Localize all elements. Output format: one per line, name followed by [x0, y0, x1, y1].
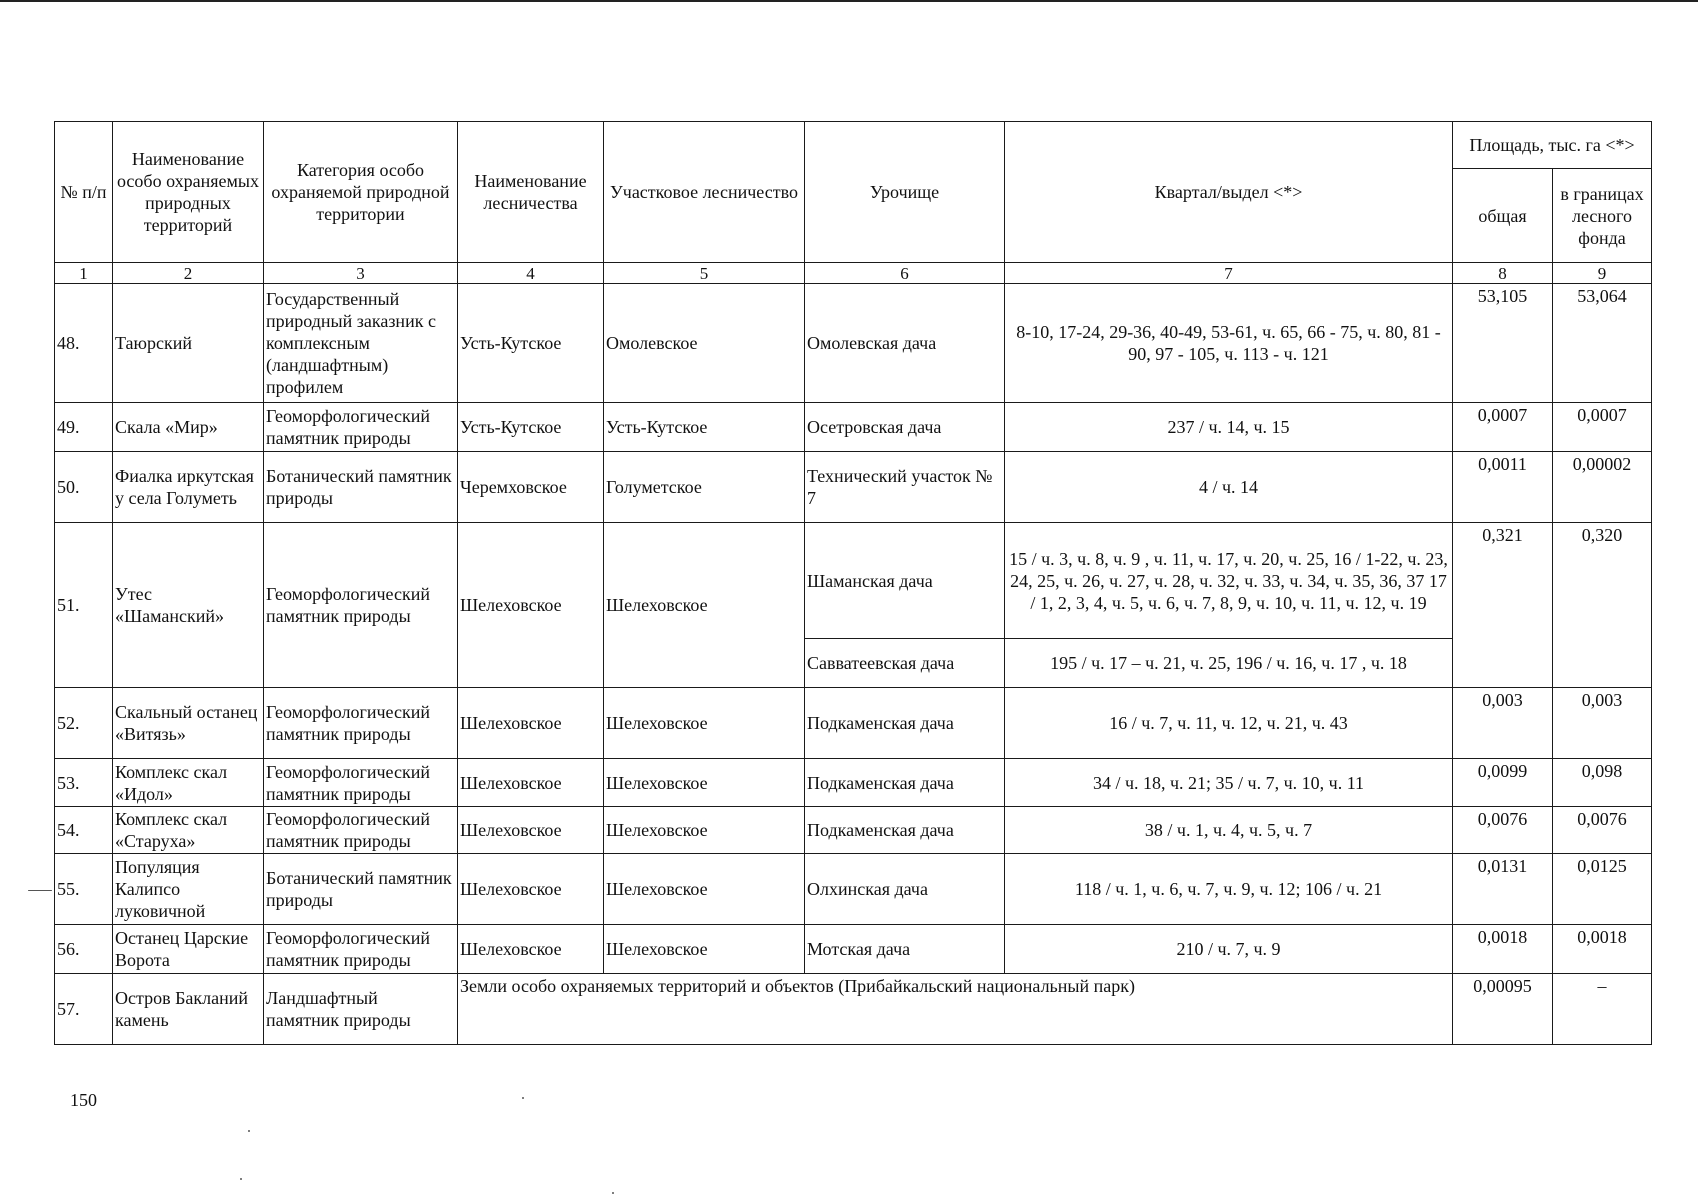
- area-total: 0,0131: [1453, 854, 1553, 925]
- territory-name: Популяция Калипсо луковичной: [113, 854, 264, 925]
- scan-speck: [240, 1178, 242, 1180]
- territory-name: Фиалка иркутская у села Голуметь: [113, 452, 264, 523]
- area-forest: 0,0007: [1553, 403, 1652, 452]
- quarter: 15 / ч. 3, ч. 8, ч. 9 , ч. 11, ч. 17, ч. 20, ч. 25, 16 / 1-22, ч. 23, 24, 25, ч. 26, ч. 27, ч. 28, ч. 32, ч. 33, ч. 34, ч. 35, 36, 37 17 / 1, 2, 3, 4, ч. 5, ч. 6, ч. 7, 8, 9, ч. 10, ч. 11, ч. 12, ч. 19: [1005, 523, 1453, 639]
- header-area: Площадь, тыс. га <*>: [1453, 122, 1652, 169]
- territory-category: Ландшафтный памятник природы: [264, 974, 458, 1045]
- merged-note: Земли особо охраняемых территорий и объектов (Прибайкальский национальный парк): [458, 974, 1453, 1045]
- protected-territories-table: [54, 121, 1652, 1045]
- quarter: 16 / ч. 7, ч. 11, ч. 12, ч. 21, ч. 43: [1005, 688, 1453, 759]
- row-number: 57.: [55, 974, 113, 1045]
- table-row: [55, 452, 1652, 523]
- district-forestry: Шелеховское: [604, 759, 805, 807]
- col-number: 5: [604, 263, 805, 284]
- table-row: [55, 284, 1652, 403]
- row-number: 55.: [55, 854, 113, 925]
- table-row: [55, 807, 1652, 854]
- page-top-border: [0, 0, 1698, 2]
- territory-category: Геоморфологический памятник природы: [264, 807, 458, 854]
- forestry: Шелеховское: [458, 523, 604, 688]
- col-number: 2: [113, 263, 264, 284]
- territory-name: Комплекс скал «Старуха»: [113, 807, 264, 854]
- area-forest: –: [1553, 974, 1652, 1045]
- forestry: Шелеховское: [458, 807, 604, 854]
- quarter: 118 / ч. 1, ч. 6, ч. 7, ч. 9, ч. 12; 106 / ч. 21: [1005, 854, 1453, 925]
- quarter: 195 / ч. 17 – ч. 21, ч. 25, 196 / ч. 16, ч. 17 , ч. 18: [1005, 639, 1453, 688]
- scan-speck: [248, 1130, 250, 1132]
- territory-name: Скала «Мир»: [113, 403, 264, 452]
- table-row: [55, 523, 1652, 639]
- row-number: 50.: [55, 452, 113, 523]
- area-forest: 53,064: [1553, 284, 1652, 403]
- area-forest: 0,0125: [1553, 854, 1652, 925]
- area-forest: 0,320: [1553, 523, 1652, 688]
- header-tract: Урочище: [805, 122, 1005, 263]
- territory-category: Геоморфологический памятник природы: [264, 523, 458, 688]
- row-number: 52.: [55, 688, 113, 759]
- quarter: 34 / ч. 18, ч. 21; 35 / ч. 7, ч. 10, ч. 11: [1005, 759, 1453, 807]
- quarter: 210 / ч. 7, ч. 9: [1005, 925, 1453, 974]
- area-total: 53,105: [1453, 284, 1553, 403]
- header-no: № п/п: [55, 122, 113, 263]
- page-number: 150: [70, 1090, 97, 1110]
- area-forest: 0,0018: [1553, 925, 1652, 974]
- tract: Олхинская дача: [805, 854, 1005, 925]
- area-total: 0,00095: [1453, 974, 1553, 1045]
- header-area-total: общая: [1453, 169, 1553, 263]
- territory-name: Комплекс скал «Идол»: [113, 759, 264, 807]
- row-number: 54.: [55, 807, 113, 854]
- area-total: 0,0007: [1453, 403, 1553, 452]
- territory-name: Таюрский: [113, 284, 264, 403]
- district-forestry: Голуметское: [604, 452, 805, 523]
- scan-speck: [28, 890, 52, 891]
- area-forest: 0,0076: [1553, 807, 1652, 854]
- header-name: Наименование особо охраняемых природных территорий: [113, 122, 264, 263]
- area-total: 0,0099: [1453, 759, 1553, 807]
- quarter: 38 / ч. 1, ч. 4, ч. 5, ч. 7: [1005, 807, 1453, 854]
- col-number: 6: [805, 263, 1005, 284]
- area-forest: 0,003: [1553, 688, 1652, 759]
- forestry: Шелеховское: [458, 854, 604, 925]
- col-number: 4: [458, 263, 604, 284]
- area-total: 0,0018: [1453, 925, 1553, 974]
- col-number: 9: [1553, 263, 1652, 284]
- district-forestry: Омолевское: [604, 284, 805, 403]
- territory-category: Геоморфологический памятник природы: [264, 688, 458, 759]
- tract: Савватеевская дача: [805, 639, 1005, 688]
- territory-category: Ботанический памятник природы: [264, 452, 458, 523]
- row-number: 49.: [55, 403, 113, 452]
- row-number: 51.: [55, 523, 113, 688]
- row-number: 53.: [55, 759, 113, 807]
- area-total: 0,0076: [1453, 807, 1553, 854]
- district-forestry: Шелеховское: [604, 688, 805, 759]
- header-forestry: Наименование лесничества: [458, 122, 604, 263]
- header-quarter: Квартал/выдел <*>: [1005, 122, 1453, 263]
- row-number: 56.: [55, 925, 113, 974]
- quarter: 4 / ч. 14: [1005, 452, 1453, 523]
- district-forestry: Шелеховское: [604, 854, 805, 925]
- area-total: 0,321: [1453, 523, 1553, 688]
- table-row: [55, 759, 1652, 807]
- territory-category: Геоморфологический памятник природы: [264, 759, 458, 807]
- header-area-forest: в границах лесного фонда: [1553, 169, 1652, 263]
- forestry: Шелеховское: [458, 925, 604, 974]
- area-forest: 0,098: [1553, 759, 1652, 807]
- tract: Мотская дача: [805, 925, 1005, 974]
- territory-name: Останец Царские Ворота: [113, 925, 264, 974]
- quarter: 8-10, 17-24, 29-36, 40-49, 53-61, ч. 65, 66 - 75, ч. 80, 81 - 90, 97 - 105, ч. 113 - ч. 121: [1005, 284, 1453, 403]
- territory-category: Геоморфологический памятник природы: [264, 403, 458, 452]
- table-row: [55, 403, 1652, 452]
- table-row: [55, 854, 1652, 925]
- territory-category: Ботанический памятник природы: [264, 854, 458, 925]
- forestry: Усть-Кутское: [458, 284, 604, 403]
- header-district-forestry: Участковое лесничество: [604, 122, 805, 263]
- table-row: [55, 974, 1652, 1045]
- tract: Подкаменская дача: [805, 759, 1005, 807]
- territory-name: Скальный останец «Витязь»: [113, 688, 264, 759]
- district-forestry: Усть-Кутское: [604, 403, 805, 452]
- col-number: 7: [1005, 263, 1453, 284]
- header-category: Категория особо охраняемой природной территории: [264, 122, 458, 263]
- tract: Шаманская дача: [805, 523, 1005, 639]
- territory-category: Государственный природный заказник с комплексным (ландшафтным) профилем: [264, 284, 458, 403]
- quarter: 237 / ч. 14, ч. 15: [1005, 403, 1453, 452]
- scan-speck: [522, 1097, 524, 1099]
- col-number: 8: [1453, 263, 1553, 284]
- row-number: 48.: [55, 284, 113, 403]
- tract: Подкаменская дача: [805, 807, 1005, 854]
- forestry: Шелеховское: [458, 759, 604, 807]
- territory-category: Геоморфологический памятник природы: [264, 925, 458, 974]
- district-forestry: Шелеховское: [604, 807, 805, 854]
- tract: Омолевская дача: [805, 284, 1005, 403]
- area-total: 0,003: [1453, 688, 1553, 759]
- forestry: Черемховское: [458, 452, 604, 523]
- territory-name: Утес «Шаманский»: [113, 523, 264, 688]
- territory-name: Остров Бакланий камень: [113, 974, 264, 1045]
- table-row: [55, 688, 1652, 759]
- col-number: 1: [55, 263, 113, 284]
- scan-speck: [612, 1192, 614, 1194]
- table-row: [55, 925, 1652, 974]
- tract: Осетровская дача: [805, 403, 1005, 452]
- area-forest: 0,00002: [1553, 452, 1652, 523]
- area-total: 0,0011: [1453, 452, 1553, 523]
- tract: Технический участок № 7: [805, 452, 1005, 523]
- col-number: 3: [264, 263, 458, 284]
- tract: Подкаменская дача: [805, 688, 1005, 759]
- district-forestry: Шелеховское: [604, 523, 805, 688]
- forestry: Шелеховское: [458, 688, 604, 759]
- district-forestry: Шелеховское: [604, 925, 805, 974]
- forestry: Усть-Кутское: [458, 403, 604, 452]
